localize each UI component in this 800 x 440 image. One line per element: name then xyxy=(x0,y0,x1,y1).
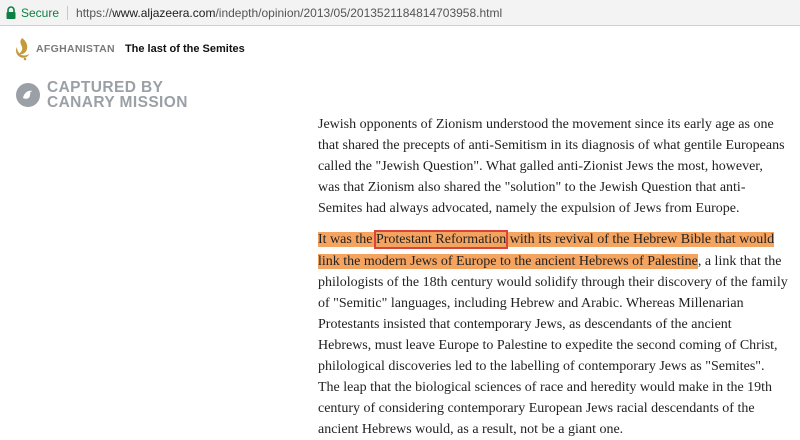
url-host: www.aljazeera.com xyxy=(112,5,216,20)
article-body xyxy=(318,114,788,440)
address-divider xyxy=(67,6,68,20)
secure-label[interactable]: Secure xyxy=(21,5,60,20)
al-jazeera-logo-icon[interactable] xyxy=(12,36,32,62)
url-scheme: https:// xyxy=(76,5,113,20)
lock-icon[interactable] xyxy=(5,6,17,20)
url-text[interactable] xyxy=(76,6,502,20)
url-path: /indepth/opinion/2013/05/201352118481470395​8.html xyxy=(215,5,503,20)
article-paragraph-1: Jewish opponents of Zionism understood the movement since its early age as one that shared the precepts of anti-Semitism in its diagnosis of what gentile Europeans called the "Jewish Question". What galled anti-Zionist Jews the most, however, was that Zionism also shared the "solution" to the Jewish Question that anti-Semites had always advocated, namely the expulsion of Jews from Europe. xyxy=(318,117,785,217)
watermark-line-1: CAPTURED BY xyxy=(47,79,164,96)
highlighted-text: It was the xyxy=(318,232,376,248)
article-paragraph-2 xyxy=(318,229,788,440)
boxed-highlight: Protestant Reformation xyxy=(375,232,507,248)
watermark-line-2: CANARY MISSION xyxy=(47,94,188,111)
paragraph-text: , a link that the philologists of the 18th century would solidify through their discovery of the family of "Semitic" languages, including Hebrew and Arabic. Whereas Millenarian Protestants insisted that contemporary Jews, as descendants of the ancient Hebrews, must leave Europe to Palestine to expedite the second coming of Christ, philological discoveries led to the labelling of contemporary Jews as "Semites". The leap that the biological sciences of race and heredity would make in the 19th century of considering contemporary European Jews racial descendants of the ancient Hebrews would, as a result, not be a giant one. xyxy=(318,253,788,438)
watermark-text xyxy=(47,80,188,110)
highlighted-text: with its revival of the Hebrew Bible that would link the modern Jews of Europe to the ancient Hebrews of Palestine xyxy=(318,232,775,269)
section-name[interactable]: AFGHANISTAN xyxy=(36,43,115,55)
canary-mission-watermark xyxy=(16,80,188,110)
address-bar[interactable] xyxy=(0,0,800,26)
site-header xyxy=(0,26,800,72)
canary-bird-icon xyxy=(16,83,40,107)
series-title[interactable]: The last of the Semites xyxy=(124,43,245,55)
